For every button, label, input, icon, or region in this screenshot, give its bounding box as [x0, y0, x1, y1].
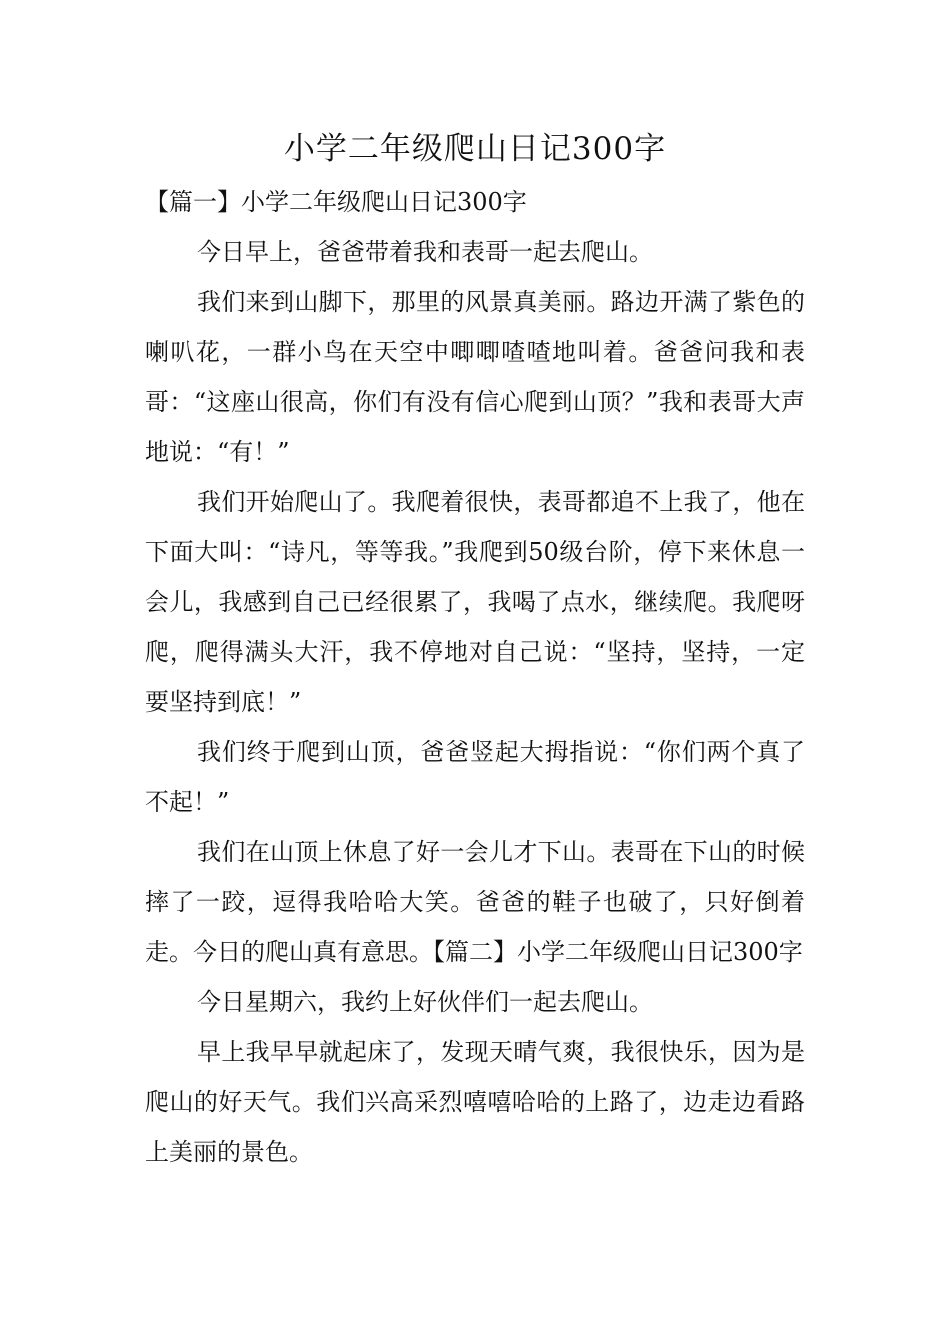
paragraph: 早上我早早就起床了，发现天晴气爽，我很快乐，因为是爬山的好天气。我们兴高采烈嘻嘻哈哈的上路了，边走边看路上美丽的景色。 — [145, 1038, 805, 1166]
paragraph: 我们开始爬山了。我爬着很快，表哥都追不上我了，他在下面大叫：“诗凡，等等我。”我爬到50级台阶，停下来休息一会儿，我感到自己已经很累了，我喝了点水，继续爬。我爬呀爬，爬得满头大汗，我不停地对自己说：“坚持，坚持，一定要坚持到底！” — [145, 488, 805, 716]
document-body — [145, 177, 805, 1177]
paragraph: 今日早上，爸爸带着我和表哥一起去爬山。 — [197, 238, 653, 266]
section-heading: 【篇一】小学二年级爬山日记300字 — [145, 188, 527, 216]
document-title: 小学二年级爬山日记300字 — [283, 131, 667, 167]
paragraph: 我们终于爬到山顶，爸爸竖起大拇指说：“你们两个真了不起！” — [145, 738, 805, 816]
paragraph: 我们来到山脚下，那里的风景真美丽。路边开满了紫色的喇叭花，一群小鸟在天空中唧唧喳喳地叫着。爸爸问我和表哥：“这座山很高，你们有没有信心爬到山顶？”我和表哥大声地说：“有！” — [145, 288, 805, 466]
paragraph: 我们在山顶上休息了好一会儿才下山。表哥在下山的时候摔了一跤，逗得我哈哈大笑。爸爸的鞋子也破了，只好倒着走。今日的爬山真有意思。【篇二】小学二年级爬山日记300字 — [145, 838, 805, 966]
paragraph: 今日星期六，我约上好伙伴们一起去爬山。 — [197, 988, 653, 1016]
